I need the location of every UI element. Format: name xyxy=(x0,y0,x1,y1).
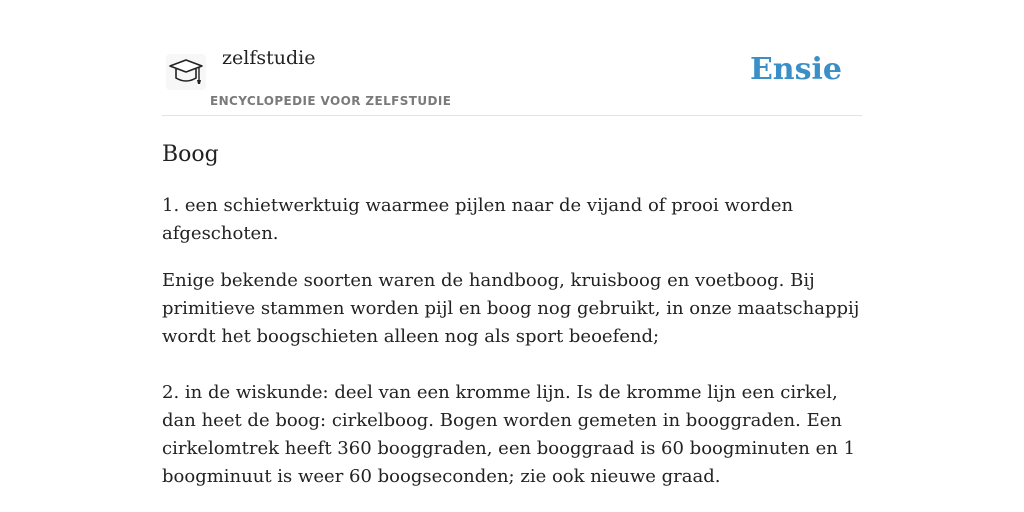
brand-logo-link[interactable]: Ensie xyxy=(749,52,842,87)
header xyxy=(162,0,862,116)
definition-paragraph-3: 2. in de wiskunde: deel van een kromme lijn. Is de kromme lijn een cirkel, dan heet de boog: cirkelboog. Bogen worden gemeten in booggraden. Een cirkelomtrek heeft 360 booggraden, een booggraad is 60 boogminuten en 1 boogminuut is weer 60 boogseconden; zie ook nieuwe graad. xyxy=(162,382,856,487)
definition-paragraph-2: Enige bekende soorten waren de handboog, kruisboog en voetboog. Bij primitieve stammen worden pijl en boog nog gebruikt, in onze maatschappij wordt het boogschieten alleen nog als sport beoefend; xyxy=(162,270,860,347)
page xyxy=(162,0,862,512)
user-name-link[interactable]: zelfstudie xyxy=(222,47,316,69)
definition-paragraph-1: 1. een schietwerktuig waarmee pijlen naar de vijand of prooi worden afgeschoten. xyxy=(162,195,794,244)
site-subtitle: ENCYCLOPEDIE VOOR ZELFSTUDIE xyxy=(210,94,452,108)
entry-title: Boog xyxy=(162,142,219,167)
graduation-cap-icon[interactable] xyxy=(166,54,206,90)
